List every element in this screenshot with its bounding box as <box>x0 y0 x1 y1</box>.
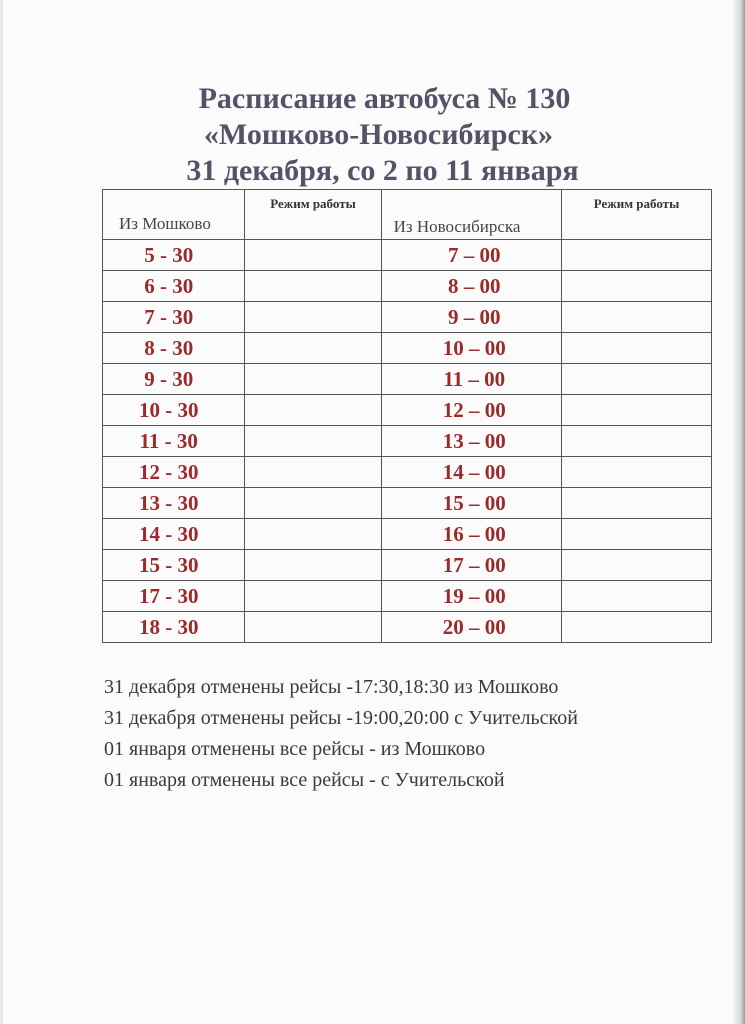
table-row <box>103 395 712 426</box>
mode-2-cell <box>561 333 711 364</box>
mode-2-cell <box>561 395 711 426</box>
mode-1-cell <box>245 240 381 271</box>
from-moshkovo-cell <box>103 364 245 395</box>
departure-from-moshkovo: 13 - 30 <box>138 490 199 515</box>
schedule-table <box>102 189 712 643</box>
from-novosibirsk-cell <box>381 581 561 612</box>
departure-from-novosibirsk: 8 – 00 <box>448 273 501 298</box>
departure-from-novosibirsk: 15 – 00 <box>442 490 506 515</box>
table-row <box>103 426 712 457</box>
departure-from-moshkovo: 5 - 30 <box>144 242 194 267</box>
departure-from-moshkovo: 17 - 30 <box>138 583 199 608</box>
mode-1-cell <box>245 364 381 395</box>
schedule-dates: 31 декабря, со 2 по 11 января <box>186 154 579 187</box>
from-moshkovo-cell <box>103 581 245 612</box>
from-novosibirsk-cell <box>381 457 561 488</box>
mode-2-cell <box>561 364 711 395</box>
cancellation-notes <box>104 672 578 796</box>
mode-1-cell <box>245 395 381 426</box>
from-moshkovo-cell <box>103 488 245 519</box>
mode-2-cell <box>561 581 711 612</box>
mode-1-cell <box>245 581 381 612</box>
table-row <box>103 519 712 550</box>
header-from-novosibirsk: Из Новосибирска <box>393 217 521 236</box>
from-moshkovo-cell <box>103 333 245 364</box>
from-moshkovo-cell <box>103 271 245 302</box>
mode-1-cell <box>245 612 381 643</box>
mode-1-cell <box>245 457 381 488</box>
table-row <box>103 550 712 581</box>
from-novosibirsk-cell <box>381 271 561 302</box>
table-row <box>103 302 712 333</box>
departure-from-moshkovo: 11 - 30 <box>139 428 198 453</box>
from-moshkovo-cell <box>103 395 245 426</box>
note-line: 31 декабря отменены рейсы -19:00,20:00 с Учительской <box>104 707 578 729</box>
from-novosibirsk-cell <box>381 302 561 333</box>
from-novosibirsk-cell <box>381 612 561 643</box>
from-moshkovo-cell <box>103 612 245 643</box>
departure-from-moshkovo: 7 - 30 <box>144 304 194 329</box>
departure-from-novosibirsk: 10 – 00 <box>442 335 506 360</box>
from-novosibirsk-cell <box>381 488 561 519</box>
from-moshkovo-cell <box>103 457 245 488</box>
mode-2-cell <box>561 240 711 271</box>
from-moshkovo-cell <box>103 426 245 457</box>
mode-2-cell <box>561 271 711 302</box>
paper-edge-left <box>0 0 3 1024</box>
table-row <box>103 457 712 488</box>
table-row <box>103 364 712 395</box>
note-line: 01 января отменены все рейсы - с Учительской <box>104 769 505 791</box>
table-row <box>103 240 712 271</box>
mode-2-cell <box>561 426 711 457</box>
mode-1-cell <box>245 519 381 550</box>
header-from-moshkovo: Из Мошково <box>119 214 211 233</box>
departure-from-novosibirsk: 17 – 00 <box>442 552 506 577</box>
departure-from-moshkovo: 14 - 30 <box>138 521 199 546</box>
mode-1-cell <box>245 550 381 581</box>
header-mode-2-cell <box>561 190 711 240</box>
table-row <box>103 581 712 612</box>
mode-2-cell <box>561 612 711 643</box>
table-row <box>103 333 712 364</box>
departure-from-novosibirsk: 13 – 00 <box>442 428 506 453</box>
departure-from-novosibirsk: 9 – 00 <box>448 304 501 329</box>
header-mode-1: Режим работы <box>270 196 356 211</box>
departure-from-novosibirsk: 11 – 00 <box>443 366 506 391</box>
departure-from-moshkovo: 15 - 30 <box>138 552 199 577</box>
header-mode-1-cell <box>245 190 381 240</box>
from-novosibirsk-cell <box>381 333 561 364</box>
header-mode-2: Режим работы <box>593 196 680 211</box>
mode-1-cell <box>245 302 381 333</box>
departure-from-novosibirsk: 14 – 00 <box>442 459 506 484</box>
departure-from-novosibirsk: 12 – 00 <box>442 397 506 422</box>
departure-from-moshkovo: 8 - 30 <box>144 335 194 360</box>
from-novosibirsk-cell <box>381 426 561 457</box>
table-row <box>103 612 712 643</box>
departure-from-moshkovo: 18 - 30 <box>138 614 199 639</box>
departure-from-novosibirsk: 7 – 00 <box>448 242 501 267</box>
mode-2-cell <box>561 488 711 519</box>
mode-1-cell <box>245 271 381 302</box>
from-moshkovo-cell <box>103 240 245 271</box>
table-row <box>103 488 712 519</box>
note-line: 01 января отменены все рейсы - из Мошково <box>104 738 486 760</box>
departure-from-moshkovo: 6 - 30 <box>144 273 194 298</box>
from-moshkovo-cell <box>103 550 245 581</box>
header-from-moshkovo-cell <box>103 190 245 240</box>
table-row <box>103 271 712 302</box>
mode-2-cell <box>561 519 711 550</box>
mode-1-cell <box>245 488 381 519</box>
departure-from-novosibirsk: 19 – 00 <box>442 583 506 608</box>
departure-from-moshkovo: 12 - 30 <box>138 459 199 484</box>
departure-from-moshkovo: 10 - 30 <box>138 397 199 422</box>
note-line: 31 декабря отменены рейсы -17:30,18:30 из Мошково <box>104 676 559 698</box>
from-novosibirsk-cell <box>381 364 561 395</box>
from-novosibirsk-cell <box>381 550 561 581</box>
schedule-title: Расписание автобуса № 130 <box>198 82 571 115</box>
from-novosibirsk-cell <box>381 240 561 271</box>
table-header-row <box>103 190 712 240</box>
mode-2-cell <box>561 457 711 488</box>
mode-1-cell <box>245 333 381 364</box>
departure-from-moshkovo: 9 - 30 <box>144 366 194 391</box>
header-from-novosibirsk-cell <box>381 190 561 240</box>
from-moshkovo-cell <box>103 519 245 550</box>
from-moshkovo-cell <box>103 302 245 333</box>
mode-2-cell <box>561 302 711 333</box>
mode-2-cell <box>561 550 711 581</box>
departure-from-novosibirsk: 16 – 00 <box>442 521 506 546</box>
route-name: «Мошково-Новосибирск» <box>203 118 554 151</box>
departure-from-novosibirsk: 20 – 00 <box>442 614 506 639</box>
from-novosibirsk-cell <box>381 519 561 550</box>
mode-1-cell <box>245 426 381 457</box>
from-novosibirsk-cell <box>381 395 561 426</box>
